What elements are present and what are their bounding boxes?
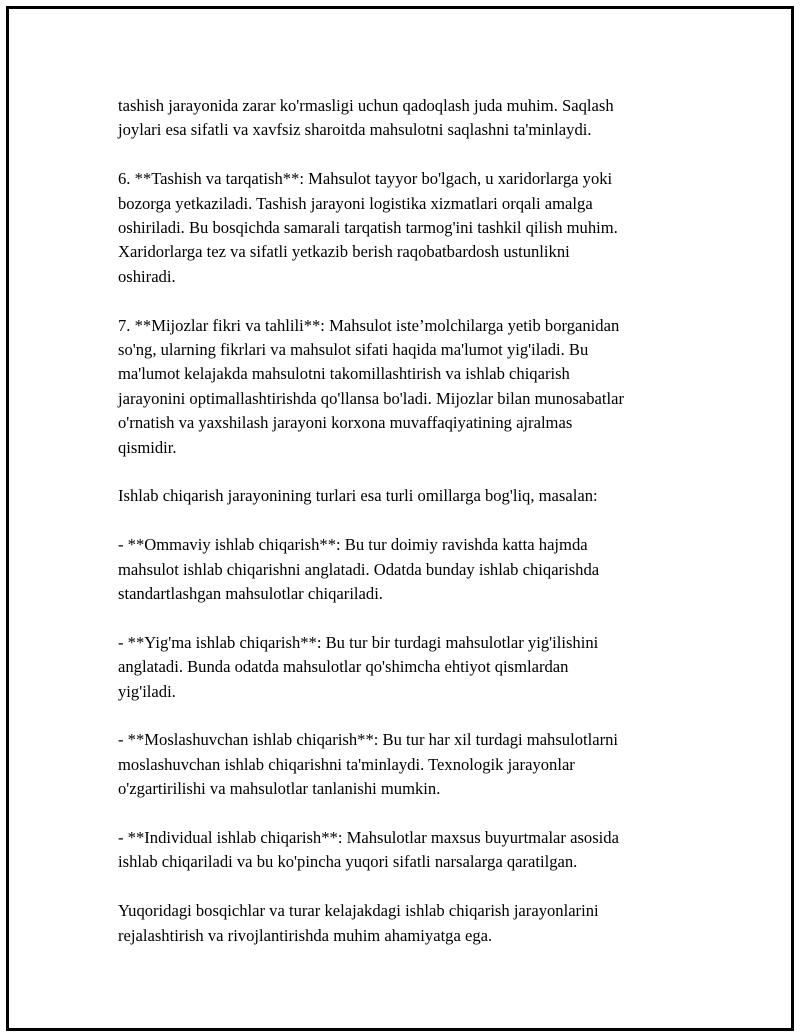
document-body <box>118 94 698 972</box>
paragraph-conclusion: Yuqoridagi bosqichlar va turar kelajakdagi ishlab chiqarish jarayonlarini rejalashtirish va rivojlantirishda muhim ahamiyatga ega. <box>118 901 599 945</box>
list-item-flexible-production: - **Moslashuvchan ishlab chiqarish**: Bu tur har xil turdagi mahsulotlarni moslashuvchan ishlab chiqarishni ta'minlaydi. Texnologik jarayonlar o'zgartirilishi va mahsulotlar tanlanishi mumkin. <box>118 730 619 799</box>
paragraph-storage-continuation: tashish jarayonida zarar ko'rmasligi uchun qadoqlash juda muhim. Saqlash joylari esa sifatli va xavfsiz sharoitda mahsulotni saqlashni ta'minlaydi. <box>118 96 614 140</box>
paragraph-step-7-feedback: 7. **Mijozlar fikri va tahlili**: Mahsulot iste’molchilarga yetib borganidan so'ng, ularning fikrlari va mahsulot sifati haqida ma'lumot yig'iladi. Bu ma'lumot kelajakda mahsulotni takomillashtirish va ishlab chiqarish jarayonini optimallashtirishda qo'llansa bo'ladi. Mijozlar bilan munosabatlar o'rnatish va yaxshilash jarayoni korxona muvaffaqiyatining ajralmas qismidir. <box>118 315 624 457</box>
paragraph-step-6-transport: 6. **Tashish va tarqatish**: Mahsulot tayyor bo'lgach, u xaridorlarga yoki bozorga yetkaziladi. Tashish jarayoni logistika xizmatlari orqali amalga oshiriladi. Bu bosqichda samarali tarqatish tarmog'ini tashkil qilish muhim. Xaridorlarga tez va sifatli yetkazib berish raqobatbardosh ustunlikni oshiradi. <box>118 169 618 286</box>
list-item-individual-production: - **Individual ishlab chiqarish**: Mahsulotlar maxsus buyurtmalar asosida ishlab chiqariladi va bu ko'pincha yuqori sifatli narsalarga qaratilgan. <box>118 828 619 872</box>
list-item-assembly-production: - **Yig'ma ishlab chiqarish**: Bu tur bir turdagi mahsulotlar yig'ilishini anglatadi. Bunda odatda mahsulotlar qo'shimcha ehtiyot qismlardan yig'iladi. <box>118 632 599 701</box>
paragraph-production-types-intro: Ishlab chiqarish jarayonining turlari esa turli omillarga bog'liq, masalan: <box>118 486 598 506</box>
list-item-mass-production: - **Ommaviy ishlab chiqarish**: Bu tur doimiy ravishda katta hajmda mahsulot ishlab chiqarishni anglatadi. Odatda bunday ishlab chiqarishda standartlashgan mahsulotlar chiqariladi. <box>118 535 600 604</box>
